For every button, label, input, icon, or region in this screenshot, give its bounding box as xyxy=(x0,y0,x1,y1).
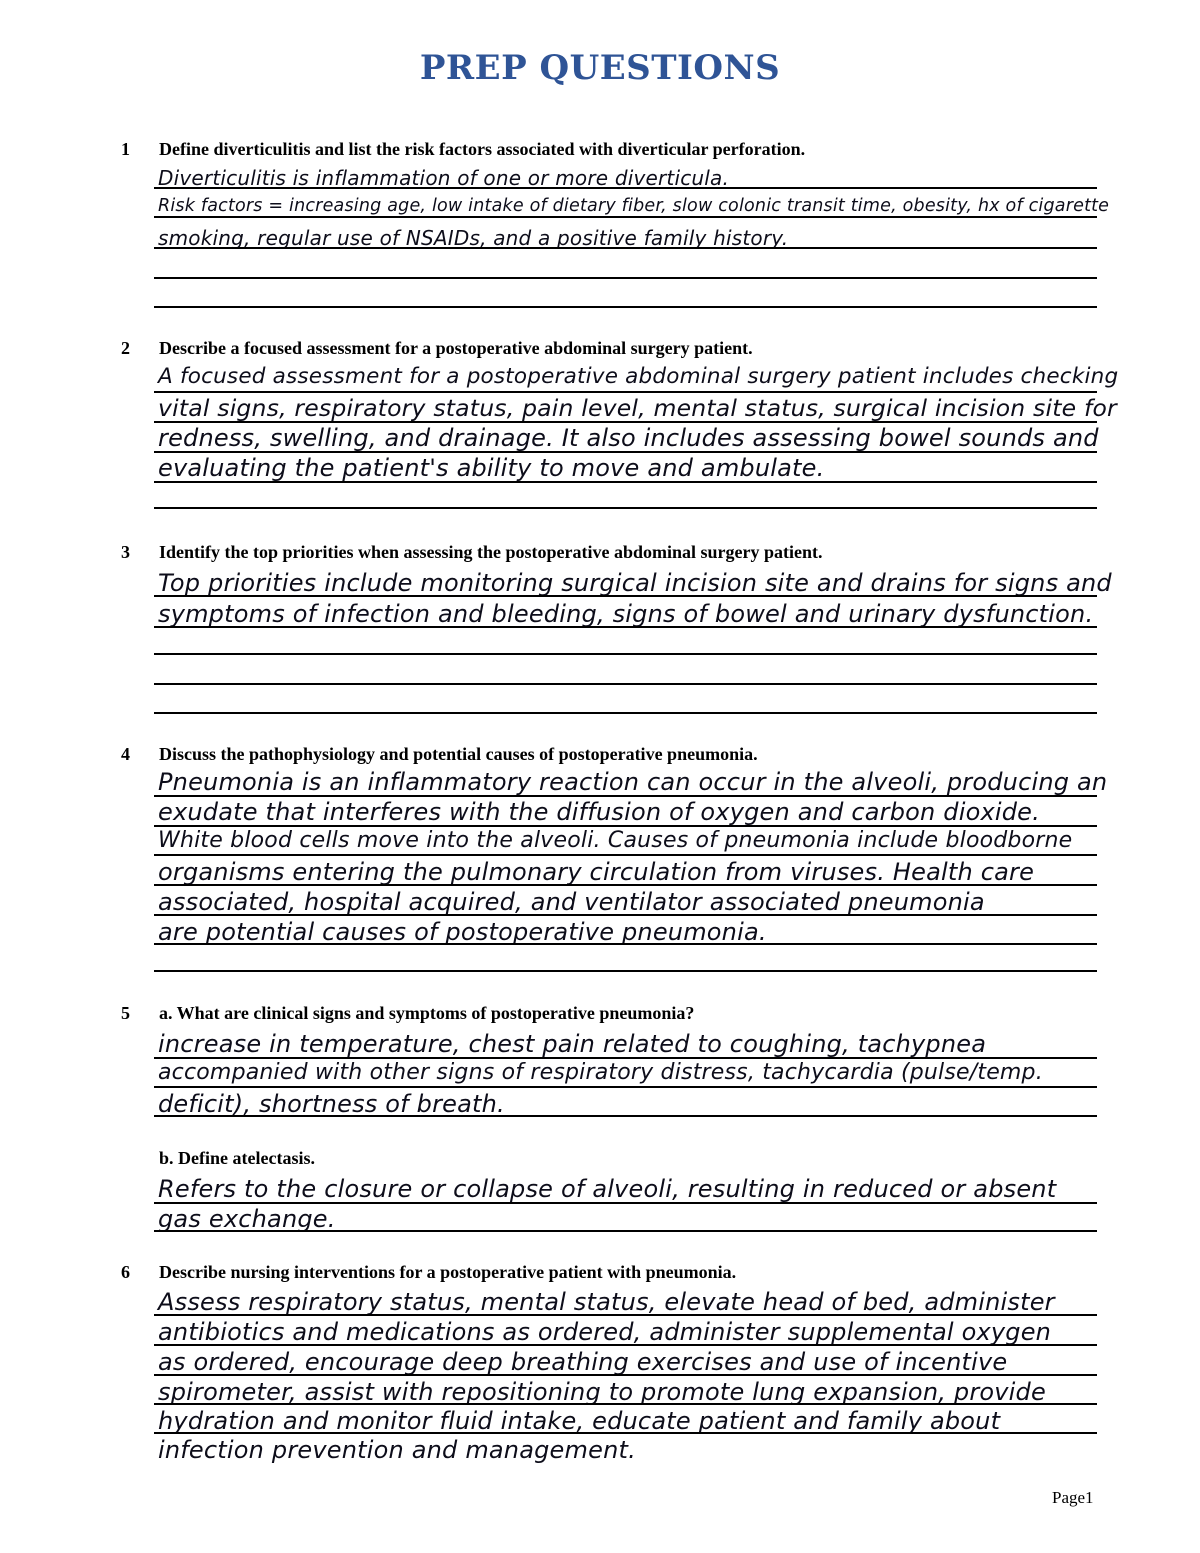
question-1-answer-line-3: smoking, regular use of NSAIDs, and a positive family history. xyxy=(158,226,789,250)
answer-rule xyxy=(154,1115,1097,1117)
answer-rule xyxy=(154,1314,1097,1316)
answer-rule xyxy=(154,653,1097,655)
answer-rule xyxy=(154,1403,1097,1405)
question-6-answer-line-6: infection prevention and management. xyxy=(158,1436,636,1464)
question-4-answer-line-3: White blood cells move into the alveoli. Causes of pneumonia include bloodborne xyxy=(158,828,1073,853)
answer-rule xyxy=(154,216,1097,218)
question-3-prompt: Identify the top priorities when assessing the postoperative abdominal surgery patient. xyxy=(159,542,823,562)
question-5b-answer-line-1: Refers to the closure or collapse of alveoli, resulting in reduced or absent xyxy=(158,1175,1057,1203)
question-5b-prompt: b. Define atelectasis. xyxy=(159,1148,315,1168)
answer-rule xyxy=(154,481,1097,483)
question-5b-answer-line-2: gas exchange. xyxy=(158,1205,336,1233)
question-4-answer-line-4: organisms entering the pulmonary circulation from viruses. Health care xyxy=(158,858,1035,886)
question-4-number: 4 xyxy=(121,744,130,764)
answer-rule xyxy=(154,306,1097,308)
question-2-answer-line-3: redness, swelling, and drainage. It also includes assessing bowel sounds and xyxy=(158,424,1099,452)
question-1-answer-line-2: Risk factors = increasing age, low intake of dietary fiber, slow colonic transit time, obesity, hx of cigarette xyxy=(158,196,1110,216)
question-1-prompt: Define diverticulitis and list the risk factors associated with diverticular perforation. xyxy=(159,139,806,159)
question-6-answer-line-1: Assess respiratory status, mental status, elevate head of bed, administer xyxy=(158,1288,1055,1316)
question-3-number: 3 xyxy=(121,542,130,562)
question-6-prompt: Describe nursing interventions for a postoperative patient with pneumonia. xyxy=(159,1262,737,1282)
question-1-number: 1 xyxy=(121,139,130,159)
question-2-answer-line-4: evaluating the patient's ability to move and ambulate. xyxy=(158,454,825,482)
question-2-prompt: Describe a focused assessment for a postoperative abdominal surgery patient. xyxy=(159,338,753,358)
answer-rule xyxy=(154,277,1097,279)
answer-rule xyxy=(154,391,1097,393)
answer-rule xyxy=(154,1086,1097,1088)
answer-rule xyxy=(154,1344,1097,1346)
answer-rule xyxy=(154,1374,1097,1376)
answer-rule xyxy=(154,451,1097,453)
answer-rule xyxy=(154,683,1097,685)
answer-rule xyxy=(154,595,1097,597)
answer-rule xyxy=(154,943,1097,945)
answer-rule xyxy=(154,507,1097,509)
answer-rule xyxy=(154,914,1097,916)
question-6-answer-line-5: hydration and monitor fluid intake, educate patient and family about xyxy=(158,1407,1001,1435)
question-5-number: 5 xyxy=(121,1003,130,1023)
question-3-answer-line-2: symptoms of infection and bleeding, signs of bowel and urinary dysfunction. xyxy=(158,600,1094,628)
answer-rule xyxy=(154,187,1097,189)
question-6-answer-line-4: spirometer, assist with repositioning to promote lung expansion, provide xyxy=(158,1378,1046,1406)
question-5a-answer-line-1: increase in temperature, chest pain related to coughing, tachypnea xyxy=(158,1030,987,1058)
answer-rule xyxy=(154,854,1097,856)
answer-rule xyxy=(154,1432,1097,1434)
page-number: Page1 xyxy=(1052,1488,1094,1507)
question-5a-prompt: a. What are clinical signs and symptoms of postoperative pneumonia? xyxy=(159,1003,695,1023)
answer-rule xyxy=(154,1202,1097,1204)
question-5a-answer-line-3: deficit), shortness of breath. xyxy=(158,1090,505,1118)
question-6-number: 6 xyxy=(121,1262,130,1282)
question-4-answer-line-1: Pneumonia is an inflammatory reaction can occur in the alveoli, producing an xyxy=(158,768,1108,796)
question-1-answer-line-1: Diverticulitis is inflammation of one or more diverticula. xyxy=(158,166,730,190)
answer-rule xyxy=(154,247,1097,249)
answer-rule xyxy=(154,626,1097,628)
question-2-number: 2 xyxy=(121,338,130,358)
question-4-answer-line-2: exudate that interferes with the diffusion of oxygen and carbon dioxide. xyxy=(158,798,1040,826)
question-4-prompt: Discuss the pathophysiology and potential causes of postoperative pneumonia. xyxy=(159,744,758,764)
question-2-answer-line-1: A focused assessment for a postoperative abdominal surgery patient includes checking xyxy=(158,364,1119,389)
answer-rule xyxy=(154,1057,1097,1059)
answer-rule xyxy=(154,1230,1097,1232)
answer-rule xyxy=(154,884,1097,886)
question-4-answer-line-5: associated, hospital acquired, and ventilator associated pneumonia xyxy=(158,888,985,916)
question-3-answer-line-1: Top priorities include monitoring surgical incision site and drains for signs and xyxy=(158,569,1112,597)
question-6-answer-line-3: as ordered, encourage deep breathing exercises and use of incentive xyxy=(158,1348,1008,1376)
question-2-answer-line-2: vital signs, respiratory status, pain level, mental status, surgical incision site for xyxy=(158,394,1117,422)
answer-rule xyxy=(154,795,1097,797)
answer-rule xyxy=(154,825,1097,827)
answer-rule xyxy=(154,712,1097,714)
question-4-answer-line-6: are potential causes of postoperative pneumonia. xyxy=(158,918,767,946)
answer-rule xyxy=(154,970,1097,972)
question-5a-answer-line-2: accompanied with other signs of respiratory distress, tachycardia (pulse/temp. xyxy=(158,1060,1043,1085)
answer-rule xyxy=(154,421,1097,423)
question-6-answer-line-2: antibiotics and medications as ordered, administer supplemental oxygen xyxy=(158,1318,1052,1346)
page-title: PREP QUESTIONS xyxy=(419,48,781,88)
